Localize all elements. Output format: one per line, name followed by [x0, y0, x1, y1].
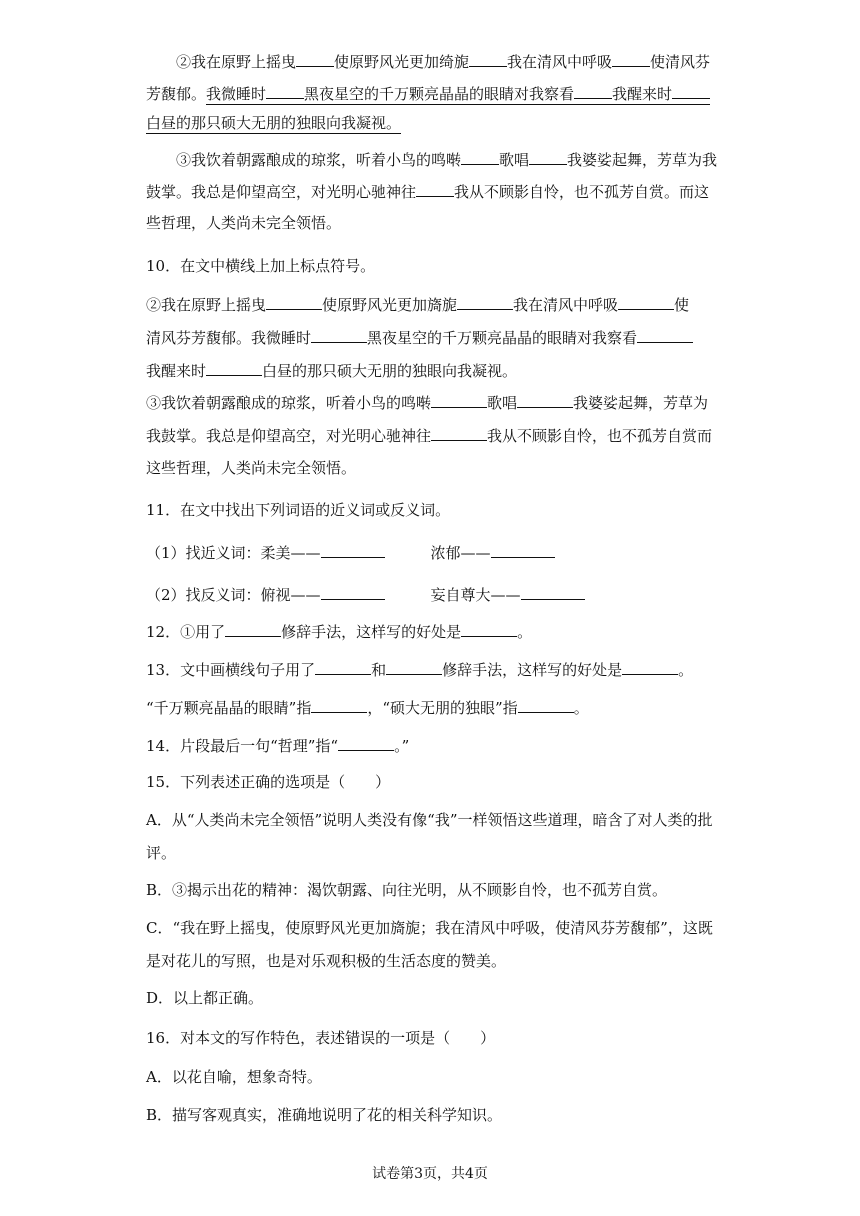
- question-10-line: 这些哲理，人类尚未完全领悟。: [146, 459, 357, 477]
- passage-line: 些哲理，人类尚未完全领悟。: [146, 214, 342, 232]
- question-10-line: ②我在原野上摇曳 使原野风光更加旖旎 我在清风中呼吸 使: [146, 293, 689, 316]
- option-a-cont: 评。: [146, 844, 177, 862]
- blank[interactable]: [321, 541, 385, 558]
- blank[interactable]: [517, 391, 573, 408]
- question-13: 13．文中画横线句子用了 和 修辞手法，这样写的好处是 。: [146, 658, 693, 681]
- blank[interactable]: [618, 293, 674, 310]
- passage-line: ③我饮着朝露酿成的琼浆，听着小鸟的鸣啭 歌唱 我婆娑起舞，芳草为我: [176, 148, 717, 171]
- blank[interactable]: [457, 293, 513, 310]
- blank[interactable]: [311, 326, 367, 343]
- underlined-sentence: 我微睡时 黑夜星空的千万颗亮晶晶的眼睛对我察看 我醒来时: [206, 85, 710, 105]
- blank[interactable]: [431, 424, 487, 441]
- question-10-line: 我醒来时 白昼的那只硕大无朋的独眼向我凝视。: [146, 359, 517, 382]
- passage-line: ②我在原野上摇曳 使原野风光更加绮旎 我在清风中呼吸 使清风芬: [176, 50, 710, 73]
- blank[interactable]: [518, 696, 574, 713]
- option-a[interactable]: A．以花自喻，想象奇特。: [146, 1068, 322, 1086]
- option-c-cont: 是对花儿的写照，也是对乐观积极的生活态度的赞美。: [146, 952, 507, 970]
- blank[interactable]: [521, 583, 585, 600]
- blank[interactable]: [315, 658, 371, 675]
- option-b[interactable]: B．描写客观真实，准确地说明了花的相关科学知识。: [146, 1106, 503, 1124]
- blank[interactable]: [206, 359, 262, 376]
- question-11-row: （1）找近义词：柔美—— 浓郁——: [146, 541, 555, 564]
- blank[interactable]: [225, 620, 281, 637]
- underlined-sentence: 白昼的那只硕大无朋的独眼向我凝视。: [146, 114, 402, 132]
- question-11-row: （2）找反义词：俯视—— 妄自尊大——: [146, 583, 585, 606]
- blank[interactable]: [338, 734, 394, 751]
- option-b[interactable]: B．③揭示出花的精神：渴饮朝露、向往光明，从不顾影自怜，也不孤芳自赏。: [146, 881, 668, 899]
- blank[interactable]: [637, 326, 693, 343]
- option-c[interactable]: C．“我在野上摇曳，使原野风光更加旖旎；我在清风中呼吸，使清风芬芳馥郁”，这既: [146, 919, 713, 937]
- option-d[interactable]: D．以上都正确。: [146, 989, 264, 1007]
- page-footer: 试卷第3页，共4页: [372, 1166, 488, 1182]
- question-10-line: 我鼓掌。我总是仰望高空，对光明心驰神往 我从不顾影自怜，也不孤芳自赏而: [146, 424, 712, 447]
- option-a[interactable]: A．从“人类尚未完全领悟”说明人类没有像“我”一样领悟这些道理，暗含了对人类的批: [146, 811, 713, 829]
- question-12: 12．①用了 修辞手法，这样写的好处是 。: [146, 620, 532, 643]
- blank[interactable]: [386, 658, 442, 675]
- question-10-line: 清风芬芳馥郁。我微睡时 黑夜星空的千万颗亮晶晶的眼睛对我察看: [146, 326, 693, 349]
- question-11-stem: 11．在文中找出下列词语的近义词或反义词。: [146, 501, 451, 519]
- question-14: 14．片段最后一句“哲理”指“ 。”: [146, 734, 409, 757]
- blank[interactable]: [491, 541, 555, 558]
- question-15-stem: 15．下列表述正确的选项是（ ）: [146, 773, 391, 791]
- blank[interactable]: [431, 391, 487, 408]
- blank[interactable]: [461, 620, 517, 637]
- passage-line: [146, 112, 401, 134]
- question-10-line: ③我饮着朝露酿成的琼浆，听着小鸟的鸣啭 歌唱 我婆娑起舞，芳草为: [146, 391, 708, 414]
- passage-line: 芳馥郁。我微睡时 黑夜星空的千万颗亮晶晶的眼睛对我察看 我醒来时: [146, 82, 710, 105]
- question-10-stem: 10．在文中横线上加上标点符号。: [146, 257, 376, 275]
- passage-line: 鼓掌。我总是仰望高空，对光明心驰神往 我从不顾影自怜，也不孤芳自赏。而这: [146, 180, 709, 203]
- blank[interactable]: [321, 583, 385, 600]
- question-16-stem: 16．对本文的写作特色，表述错误的一项是（ ）: [146, 1029, 496, 1047]
- blank[interactable]: [266, 293, 322, 310]
- question-13-line: “千万颗亮晶晶的眼睛”指 ，“硕大无朋的独眼”指 。: [146, 696, 589, 719]
- blank[interactable]: [311, 696, 367, 713]
- blank[interactable]: [622, 658, 678, 675]
